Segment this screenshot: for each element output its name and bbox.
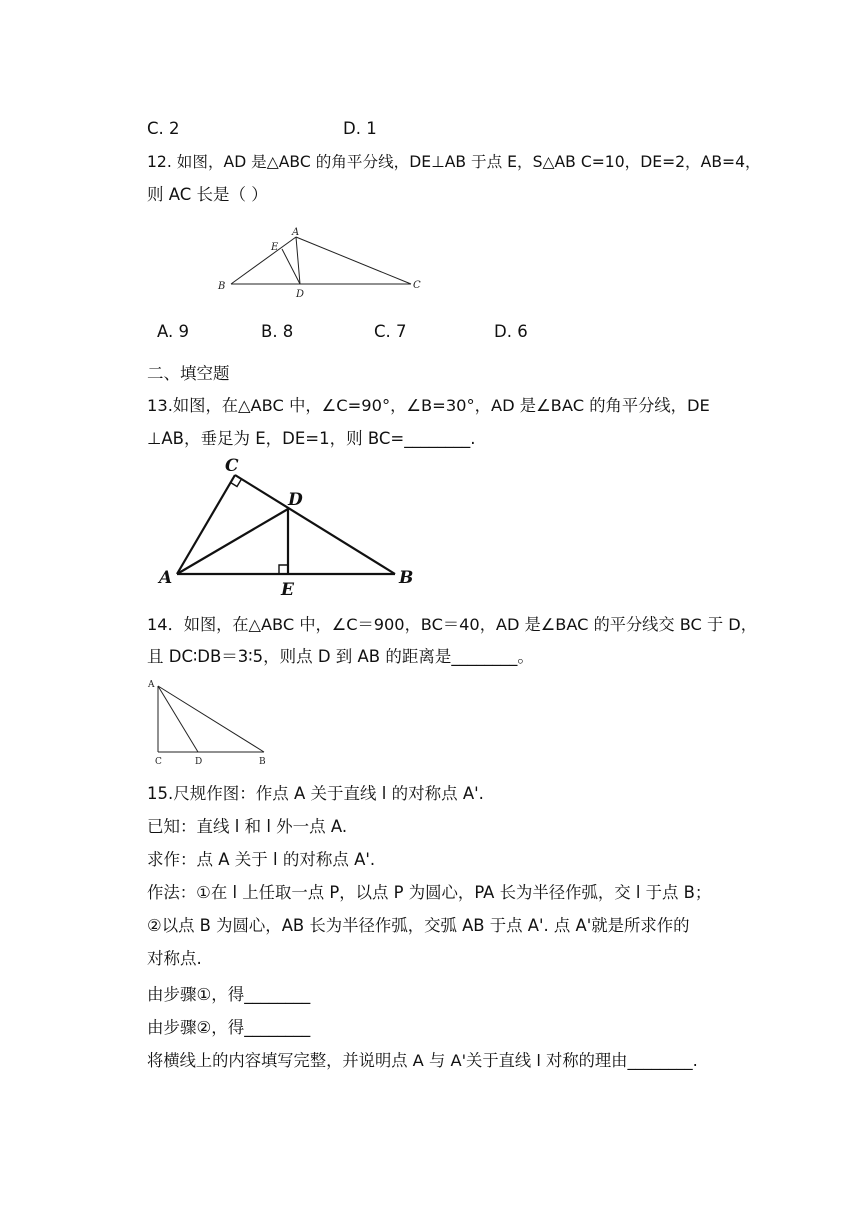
q14-label-b: B [259, 757, 266, 767]
q12-option-a: A. 9 [157, 322, 189, 341]
q13-figure [155, 455, 425, 600]
q12-label-c: C [413, 280, 421, 291]
q14-label-d: D [195, 757, 203, 767]
q12-label-b: B [218, 281, 226, 292]
q13-text-line2: ⊥AB，垂足为 E，DE=1，则 BC=________. [147, 429, 476, 448]
q12-label-e: E [271, 242, 279, 253]
q12-text-line1: 12. 如图，AD 是△ABC 的角平分线，DE⊥AB 于点 E，S△AB C=10，DE=2，AB=4， [147, 153, 761, 171]
q15-line-5: ②以点 B 为圆心，AB 长为半径作弧，交弧 AB 于点 A'. 点 A'就是所求作的 [147, 916, 690, 935]
q13-text-line1: 13.如图，在△ABC 中，∠C=90°，∠B=30°，AD 是∠BAC 的角平分线，DE [147, 396, 710, 415]
q11-option-d: D. 1 [343, 119, 377, 138]
q12-figure [210, 222, 430, 302]
q12-option-d: D. 6 [494, 322, 528, 341]
q13-label-d: D [288, 490, 303, 510]
q13-label-c: C [225, 456, 239, 476]
q14-label-a: A [148, 680, 155, 690]
q12-label-d: D [296, 289, 305, 300]
q11-option-c: C. 2 [147, 119, 180, 138]
q13-label-a: A [159, 568, 173, 588]
q15-line-6: 对称点. [147, 949, 202, 968]
q15-line-7: 由步骤①，得________ [147, 985, 311, 1004]
q12-option-b: B. 8 [261, 322, 294, 341]
q14-label-c: C [155, 757, 162, 767]
q15-line-4: 作法：①在 l 上任取一点 P，以点 P 为圆心，PA 长为半径作弧，交 l 于点 B； [147, 883, 712, 902]
q13-label-e: E [281, 580, 294, 600]
q14-text-line2: 且 DC∶DB＝3∶5，则点 D 到 AB 的距离是________。 [147, 647, 534, 666]
q15-line-2: 已知：直线 l 和 l 外一点 A. [147, 817, 348, 836]
q15-line-8: 由步骤②，得________ [147, 1018, 311, 1037]
q12-text-line2: 则 AC 长是（ ） [147, 185, 268, 204]
q15-line-9: 将横线上的内容填写完整，并说明点 A 与 A'关于直线 l 对称的理由________. [147, 1051, 698, 1070]
section-heading: 二、填空题 [147, 364, 230, 383]
q12-option-c: C. 7 [374, 322, 407, 341]
q15-line-1: 15.尺规作图：作点 A 关于直线 l 的对称点 A'. [147, 784, 484, 803]
q15-line-3: 求作：点 A 关于 l 的对称点 A'. [147, 850, 376, 869]
q13-label-b: B [399, 568, 414, 588]
q14-figure [146, 676, 276, 768]
q12-label-a: A [292, 227, 300, 238]
q14-text-line1: 14．如图，在△ABC 中，∠C＝900，BC＝40，AD 是∠BAC 的平分线交 BC 于 D， [147, 615, 757, 634]
